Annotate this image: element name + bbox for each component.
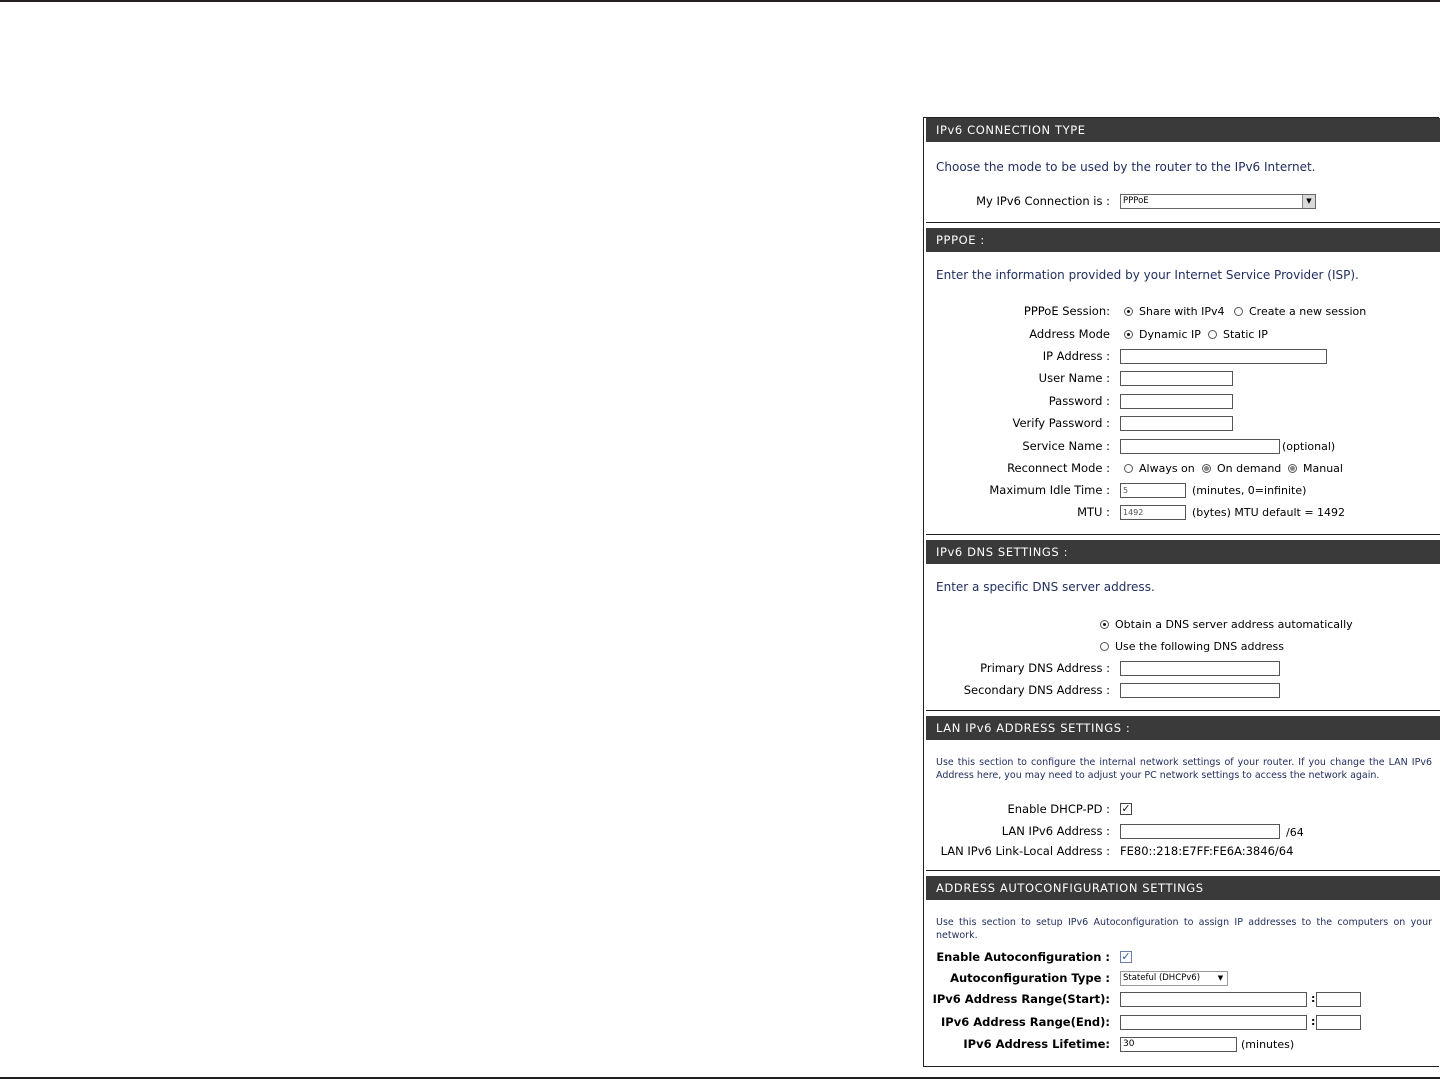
autoconfig-enable-checkbox[interactable] (1120, 951, 1132, 963)
dns-header: IPv6 DNS SETTINGS : (926, 540, 1440, 564)
radio-icon[interactable] (1288, 464, 1297, 473)
address-mode-row (926, 325, 1440, 345)
verify-password-row (926, 414, 1440, 434)
top-rule (0, 0, 1440, 2)
service-name-label: Service Name : (1022, 439, 1110, 453)
user-name-row (926, 369, 1440, 389)
lan-address-suffix: /64 (1286, 826, 1304, 839)
dhcp-pd-row (926, 800, 1440, 820)
range-start-suffix-field[interactable] (1316, 992, 1361, 1007)
secondary-dns-label: Secondary DNS Address : (963, 683, 1110, 697)
autoconfig-type-label: Autoconfiguration Type : (950, 971, 1110, 985)
password-row (926, 392, 1440, 412)
connection-type-value: PPPoE (1123, 196, 1149, 206)
lan-description: Use this section to configure the internal network settings of your router. If you change the LAN IPv6 Address here, you may need to adjust your PC network settings to access the network again. (936, 757, 1432, 781)
mtu-field[interactable]: 1492 (1120, 505, 1186, 520)
dns-description: Enter a specific DNS server address. (936, 580, 1155, 594)
chevron-down-icon[interactable]: ▼ (1302, 195, 1315, 208)
radio-icon[interactable] (1208, 330, 1217, 339)
autoconfig-header: ADDRESS AUTOCONFIGURATION SETTINGS (926, 876, 1440, 900)
lan-section (926, 716, 1440, 870)
service-name-row (926, 437, 1440, 457)
pppoe-description: Enter the information provided by your Internet Service Provider (ISP). (936, 268, 1359, 282)
service-name-suffix: (optional) (1282, 440, 1336, 453)
range-start-separator: : (1311, 992, 1316, 1005)
range-start-field[interactable] (1120, 992, 1307, 1007)
checkmark-icon: ✓ (1121, 950, 1131, 963)
connection-type-select[interactable] (1120, 194, 1316, 209)
connection-type-header: IPv6 CONNECTION TYPE (926, 118, 1440, 142)
range-start-label: IPv6 Address Range(Start): (932, 992, 1110, 1006)
dns-section (926, 540, 1440, 710)
range-start-row (926, 990, 1440, 1010)
link-local-label: LAN IPv6 Link-Local Address : (940, 844, 1110, 858)
primary-dns-label: Primary DNS Address : (980, 661, 1110, 675)
autoconfig-section (926, 876, 1440, 1066)
lan-header: LAN IPv6 ADDRESS SETTINGS : (926, 716, 1440, 740)
radio-icon[interactable] (1124, 464, 1133, 473)
max-idle-time-label: Maximum Idle Time : (989, 483, 1110, 497)
dns-auto-option[interactable]: Obtain a DNS server address automatically (1100, 618, 1353, 631)
dhcp-pd-label: Enable DHCP-PD : (1007, 802, 1110, 816)
dns-auto-row (926, 615, 1440, 635)
dns-manual-option[interactable]: Use the following DNS address (1100, 640, 1284, 653)
connection-type-description: Choose the mode to be used by the router to the IPv6 Internet. (936, 160, 1316, 174)
radio-selected-icon[interactable] (1202, 464, 1211, 473)
secondary-dns-row (926, 681, 1440, 701)
lifetime-suffix: (minutes) (1241, 1038, 1295, 1051)
reconnect-on-demand-option[interactable]: On demand (1202, 462, 1281, 475)
pppoe-section (926, 228, 1440, 534)
user-name-field[interactable] (1120, 371, 1233, 386)
radio-icon[interactable] (1100, 642, 1109, 651)
autoconfig-enable-row (926, 948, 1440, 968)
chevron-down-icon[interactable]: ▼ (1214, 972, 1227, 985)
primary-dns-row (926, 659, 1440, 679)
range-end-suffix-field[interactable] (1316, 1015, 1361, 1030)
max-idle-time-suffix: (minutes, 0=infinite) (1192, 484, 1307, 497)
reconnect-mode-label: Reconnect Mode : (1007, 461, 1110, 475)
reconnect-always-on-option[interactable]: Always on (1124, 462, 1195, 475)
radio-icon[interactable] (1234, 307, 1243, 316)
ip-address-field[interactable] (1120, 349, 1327, 364)
link-local-row (926, 842, 1440, 862)
password-label: Password : (1048, 394, 1110, 408)
lan-address-row (926, 822, 1440, 842)
radio-selected-icon[interactable] (1124, 307, 1133, 316)
max-idle-time-row (926, 481, 1440, 501)
primary-dns-field[interactable] (1120, 661, 1280, 676)
address-mode-static-option[interactable]: Static IP (1208, 328, 1268, 341)
autoconfig-description: Use this section to setup IPv6 Autoconfiguration to assign IP addresses to the computers on your network. (936, 917, 1432, 941)
reconnect-manual-option[interactable]: Manual (1288, 462, 1343, 475)
verify-password-label: Verify Password : (1012, 416, 1110, 430)
ip-address-row (926, 347, 1440, 367)
section-divider (926, 222, 1440, 223)
ip-address-label: IP Address : (1042, 349, 1110, 363)
mtu-row (926, 503, 1440, 523)
session-share-option[interactable]: Share with IPv4 (1124, 305, 1224, 318)
pppoe-session-row (926, 302, 1440, 322)
mtu-label: MTU : (1077, 505, 1110, 519)
settings-panel (923, 117, 1439, 1067)
autoconfig-type-value: Stateful (DHCPv6) (1123, 973, 1201, 983)
address-mode-label: Address Mode (1029, 327, 1110, 341)
lifetime-label: IPv6 Address Lifetime: (963, 1037, 1110, 1051)
radio-selected-icon[interactable] (1124, 330, 1133, 339)
lifetime-field[interactable]: 30 (1120, 1037, 1237, 1052)
session-new-option[interactable]: Create a new session (1234, 305, 1366, 318)
link-local-value: FE80::218:E7FF:FE6A:3846/64 (1120, 844, 1294, 858)
connection-type-row (926, 192, 1440, 212)
dns-manual-row (926, 637, 1440, 657)
verify-password-field[interactable] (1120, 416, 1233, 431)
reconnect-mode-row (926, 459, 1440, 479)
section-divider (926, 710, 1440, 711)
section-divider (926, 870, 1440, 871)
address-mode-dynamic-option[interactable]: Dynamic IP (1124, 328, 1201, 341)
autoconfig-type-select[interactable] (1120, 971, 1228, 986)
bottom-rule (0, 1077, 1440, 1079)
lifetime-row (926, 1035, 1440, 1055)
service-name-field[interactable] (1120, 439, 1280, 454)
range-end-field[interactable] (1120, 1015, 1307, 1030)
connection-type-section (926, 118, 1440, 222)
mtu-suffix: (bytes) MTU default = 1492 (1192, 506, 1346, 519)
pppoe-session-label: PPPoE Session: (1023, 304, 1110, 318)
range-end-row (926, 1013, 1440, 1033)
lan-address-field[interactable] (1120, 824, 1280, 839)
range-end-separator: : (1311, 1015, 1316, 1028)
connection-type-label: My IPv6 Connection is : (976, 194, 1110, 208)
password-field[interactable] (1120, 394, 1233, 409)
dhcp-pd-checkbox[interactable] (1120, 803, 1132, 815)
range-end-label: IPv6 Address Range(End): (941, 1015, 1110, 1029)
max-idle-time-field[interactable]: 5 (1120, 483, 1186, 498)
section-divider (926, 534, 1440, 535)
checkmark-icon: ✓ (1121, 802, 1131, 815)
radio-selected-icon[interactable] (1100, 620, 1109, 629)
secondary-dns-field[interactable] (1120, 683, 1280, 698)
autoconfig-type-row (926, 969, 1440, 989)
pppoe-header: PPPOE : (926, 228, 1440, 252)
lan-address-label: LAN IPv6 Address : (1001, 824, 1110, 838)
user-name-label: User Name : (1038, 371, 1110, 385)
autoconfig-enable-label: Enable Autoconfiguration : (936, 950, 1110, 964)
